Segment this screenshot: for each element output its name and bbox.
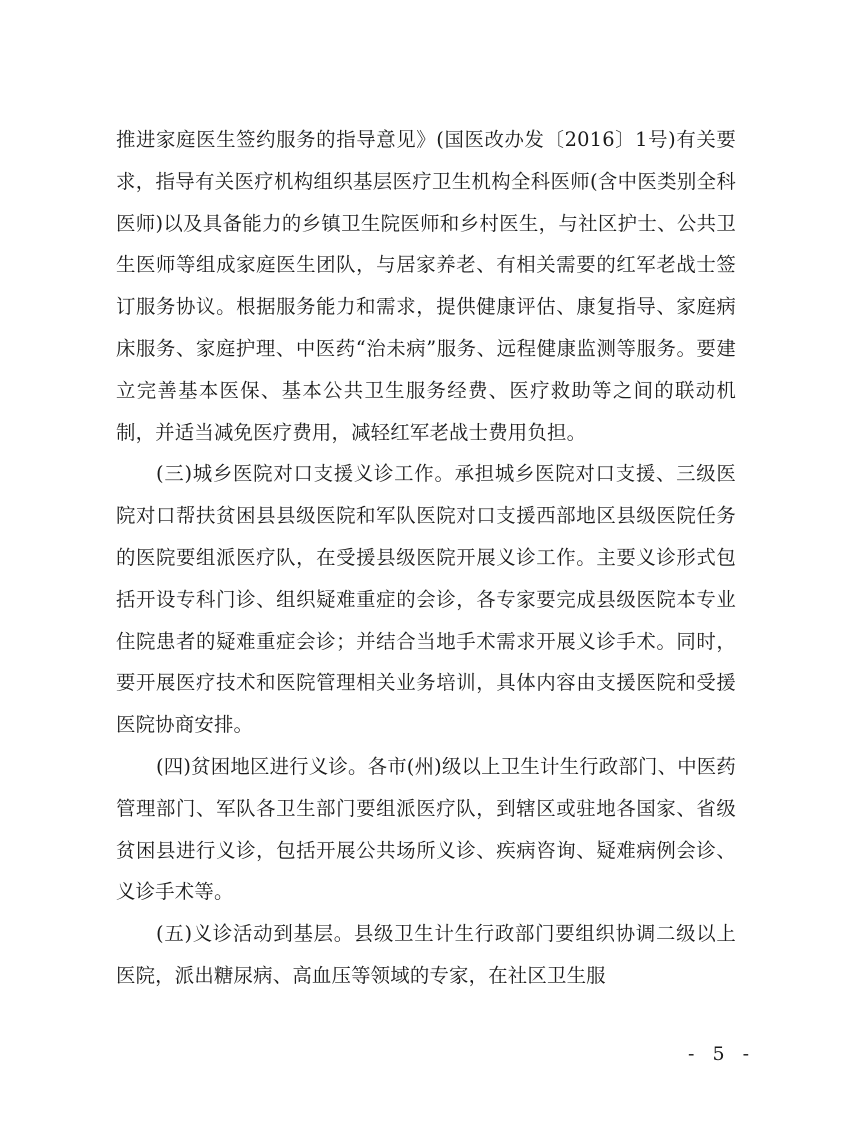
body-paragraph-3: (四)贫困地区进行义诊。各市(州)级以上卫生计生行政部门、中医药管理部门、军队各卫生部门要组派医疗队，到辖区或驻地各国家、省级贫困县进行义诊，包括开展公共场所义诊、疾病咨询、疑难病例会诊、义诊手术等。 — [116, 754, 736, 904]
body-paragraph-4: (五)义诊活动到基层。县级卫生计生行政部门要组织协调二级以上医院，派出糖尿病、高血压等领域的专家，在社区卫生服 — [116, 922, 736, 987]
page-number: - 5 - — [688, 1043, 756, 1065]
body-paragraph-1: 推进家庭医生签约服务的指导意见》(国医改办发〔2016〕1号)有关要求，指导有关医疗机构组织基层医疗卫生机构全科医师(含中医类别全科医师)以及具备能力的乡镇卫生院医师和乡村医生，与社区护士、公共卫生医师等组成家庭医生团队，与居家养老、有相关需要的红军老战士签订服务协议。根据服务能力和需求，提供健康评估、康复指导、家庭病床服务、家庭护理、中医药“治未病”服务、远程健康监测等服务。要建立完善基本医保、基本公共卫生服务经费、医疗救助等之间的联动机制，并适当减免医疗费用，减轻红军老战士费用负担。 — [116, 128, 736, 444]
document-body — [116, 119, 736, 997]
body-paragraph-2: (三)城乡医院对口支援义诊工作。承担城乡医院对口支援、三级医院对口帮扶贫困县县级医院和军队医院对口支援西部地区县级医院任务的医院要组派医疗队，在受援县级医院开展义诊工作。主要义诊形式包括开设专科门诊、组织疑难重症的会诊，各专家要完成县级医院本专业住院患者的疑难重症会诊；并结合当地手术需求开展义诊手术。同时，要开展医疗技术和医院管理相关业务培训，具体内容由支援医院和受援医院协商安排。 — [116, 462, 736, 737]
